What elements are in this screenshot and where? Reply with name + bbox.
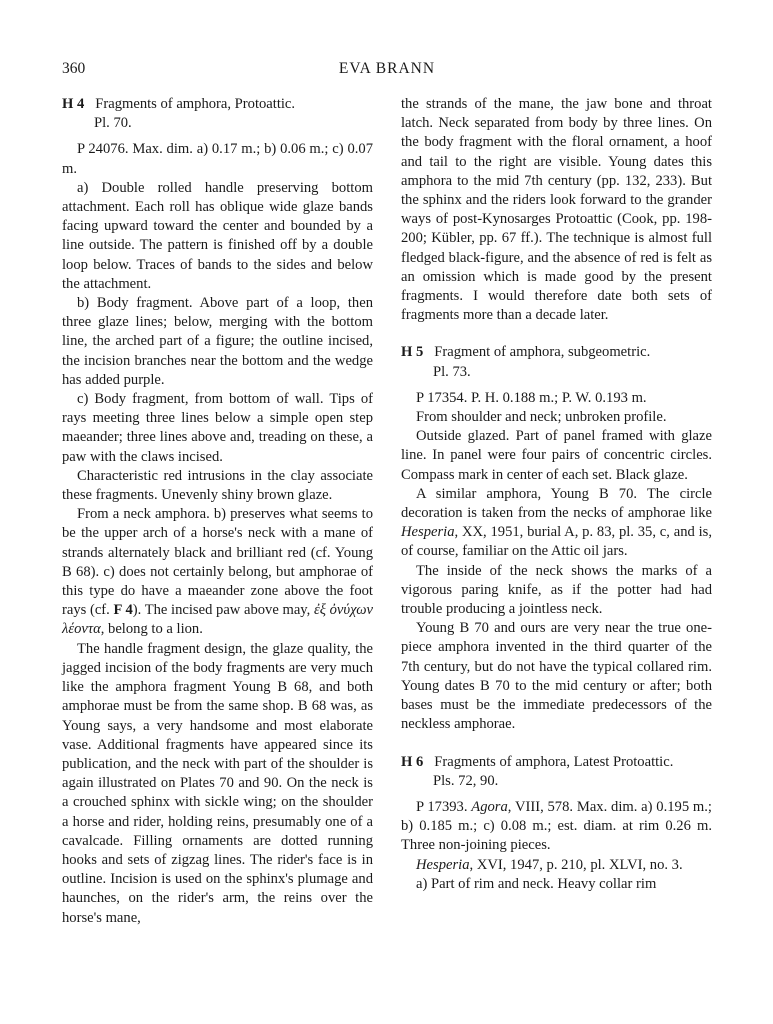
plate-ref: Pls. 72, 90. (433, 772, 499, 789)
paragraph: The inside of the neck shows the marks of a vigorous paring knife, as if the potter had had trouble producing a jointless neck. (401, 562, 712, 618)
running-title: EVA BRANN (338, 60, 436, 77)
entry-code: H 6 (401, 753, 424, 770)
catalog-dimensions: P 24076. Max. dim. a) 0.17 m.; b) 0.06 m.; c) 0.07 m. (62, 141, 373, 177)
entry-heading-h4 (62, 95, 373, 133)
journal-title: Hesperia (416, 856, 470, 873)
journal-title: Hesperia (401, 524, 455, 541)
cross-reference: F 4 (113, 602, 133, 619)
paragraph: b) Body fragment. Above part of a loop, then three glaze lines; below, merging with the bottom line, the arched part of a figure; the outline incised, the incision branches near the bottom and the wedge has added purple. (62, 295, 373, 388)
paragraph: Characteristic red intrusions in the clay associate these fragments. Unevenly shiny brown glaze. (62, 467, 373, 504)
greek-quotation: ἐξ ὀνύχων λέοντα (62, 602, 373, 638)
right-column (401, 95, 712, 894)
entry-code: H 4 (62, 96, 85, 112)
entry-heading-h6 (401, 753, 712, 791)
entry-heading-h5 (401, 343, 712, 381)
bibliography: Hesperia, XVI, 1947, p. 210, pl. XLVI, no. 3. (416, 856, 683, 873)
paragraph: Young B 70 and ours are very near the true one-piece amphora invented in the third quarter of the 7th century, but do not have the typical collared rim. Young dates B 70 to the mid century or after; both bases must be the immediate predecessors of the neckless amphorae. (401, 620, 712, 733)
catalog-dimensions: P 17393. Agora, VIII, 578. Max. dim. a) 0.195 m.; b) 0.185 m.; c) 0.08 m.; est. diam. at rim 0.26 m. Three non-joining pieces. (401, 798, 712, 854)
page-number: 360 (62, 60, 86, 77)
paragraph: A similar amphora, Young B 70. The circle decoration is taken from the necks of amphorae like Hesperia, XX, 1951, burial A, p. 83, pl. 35, c, and is, of course, familiar on the Attic oil jars. (401, 485, 712, 560)
entry-title: Fragments of amphora, Latest Protoattic. (434, 753, 674, 770)
paragraph: a) Part of rim and neck. Heavy collar rim (416, 875, 657, 892)
plate-ref: Pl. 73. (433, 363, 471, 380)
paragraph: From shoulder and neck; unbroken profile. (416, 409, 667, 426)
paragraph: a) Double rolled handle preserving bottom attachment. Each roll has oblique wide glaze bands facing upward toward the center and bounded by a line outside. The pattern is finished off by a double loop below. Traces of bands to the sides and below the attachment. (62, 179, 373, 292)
entry-title: Fragments of amphora, Protoattic. (95, 96, 296, 112)
plate-ref: Pl. 70. (94, 115, 132, 132)
entry-title: Fragment of amphora, subgeometric. (434, 344, 651, 361)
paragraph: Outside glazed. Part of panel framed with glaze line. In panel were four pairs of concentric circles. Compass mark in center of each set. Black glaze. (401, 428, 712, 483)
paragraph: From a neck amphora. b) preserves what seems to be the upper arch of a horse's neck with a mane of strands alternately black and brilliant red (cf. Young B 68). c) does not certainly belong, but amphorae of this type do have a maeander zone above the foot rays (cf. F 4). The incised paw above may, ἐξ ὀνύχων λέοντα, belong to a lion. (62, 506, 373, 638)
paragraph: c) Body fragment, from bottom of wall. Tips of rays meeting three lines below a simple open step maeander; three lines above and, treading on these, a paw with the claws incised. (62, 391, 373, 465)
journal-title: Agora (471, 798, 508, 815)
paragraph: The handle fragment design, the glaze quality, the jagged incision of the body fragments are very much like the amphora fragment Young B 68, and both amphorae must be from the same shop. B 68 was, as Young says, a very handsome and most elaborate vase. Additional fragments have appeared since its publication, and the neck with part of the shoulder is again illustrated on Plates 70 and 90. On the neck is a crouched sphinx with sickle wing; on the shoulder a horse and rider, holding reins, presumably one of a cavalcade. Filling ornaments are dotted running hooks and sets of zigzag lines. The rider's face is in outline. Incision is used on the sphinx's plumage and haunches, on the rider's arm, the reins over the horse's mane, (62, 640, 373, 926)
catalog-dimensions: P 17354. P. H. 0.188 m.; P. W. 0.193 m. (416, 389, 647, 406)
left-column (62, 95, 373, 928)
page-header (62, 60, 712, 80)
paragraph: the strands of the mane, the jaw bone and throat latch. Neck separated from body by three lines. On the body fragment with the floral ornament, a hoof and tail to the right are visible. Young dates this amphora to the mid 7th century (pp. 132, 233). But the sphinx and the riders look forward to the grander ways of post-Kynosarges Protoattic (Cook, pp. 198-200; Kübler, pp. 67 ff.). The technique is almost full fledged black-figure, and the absence of red is felt as an omission which is made good by the present fragments. I would therefore date both sets of fragments more than a decade later. (401, 96, 712, 324)
entry-code: H 5 (401, 344, 424, 361)
